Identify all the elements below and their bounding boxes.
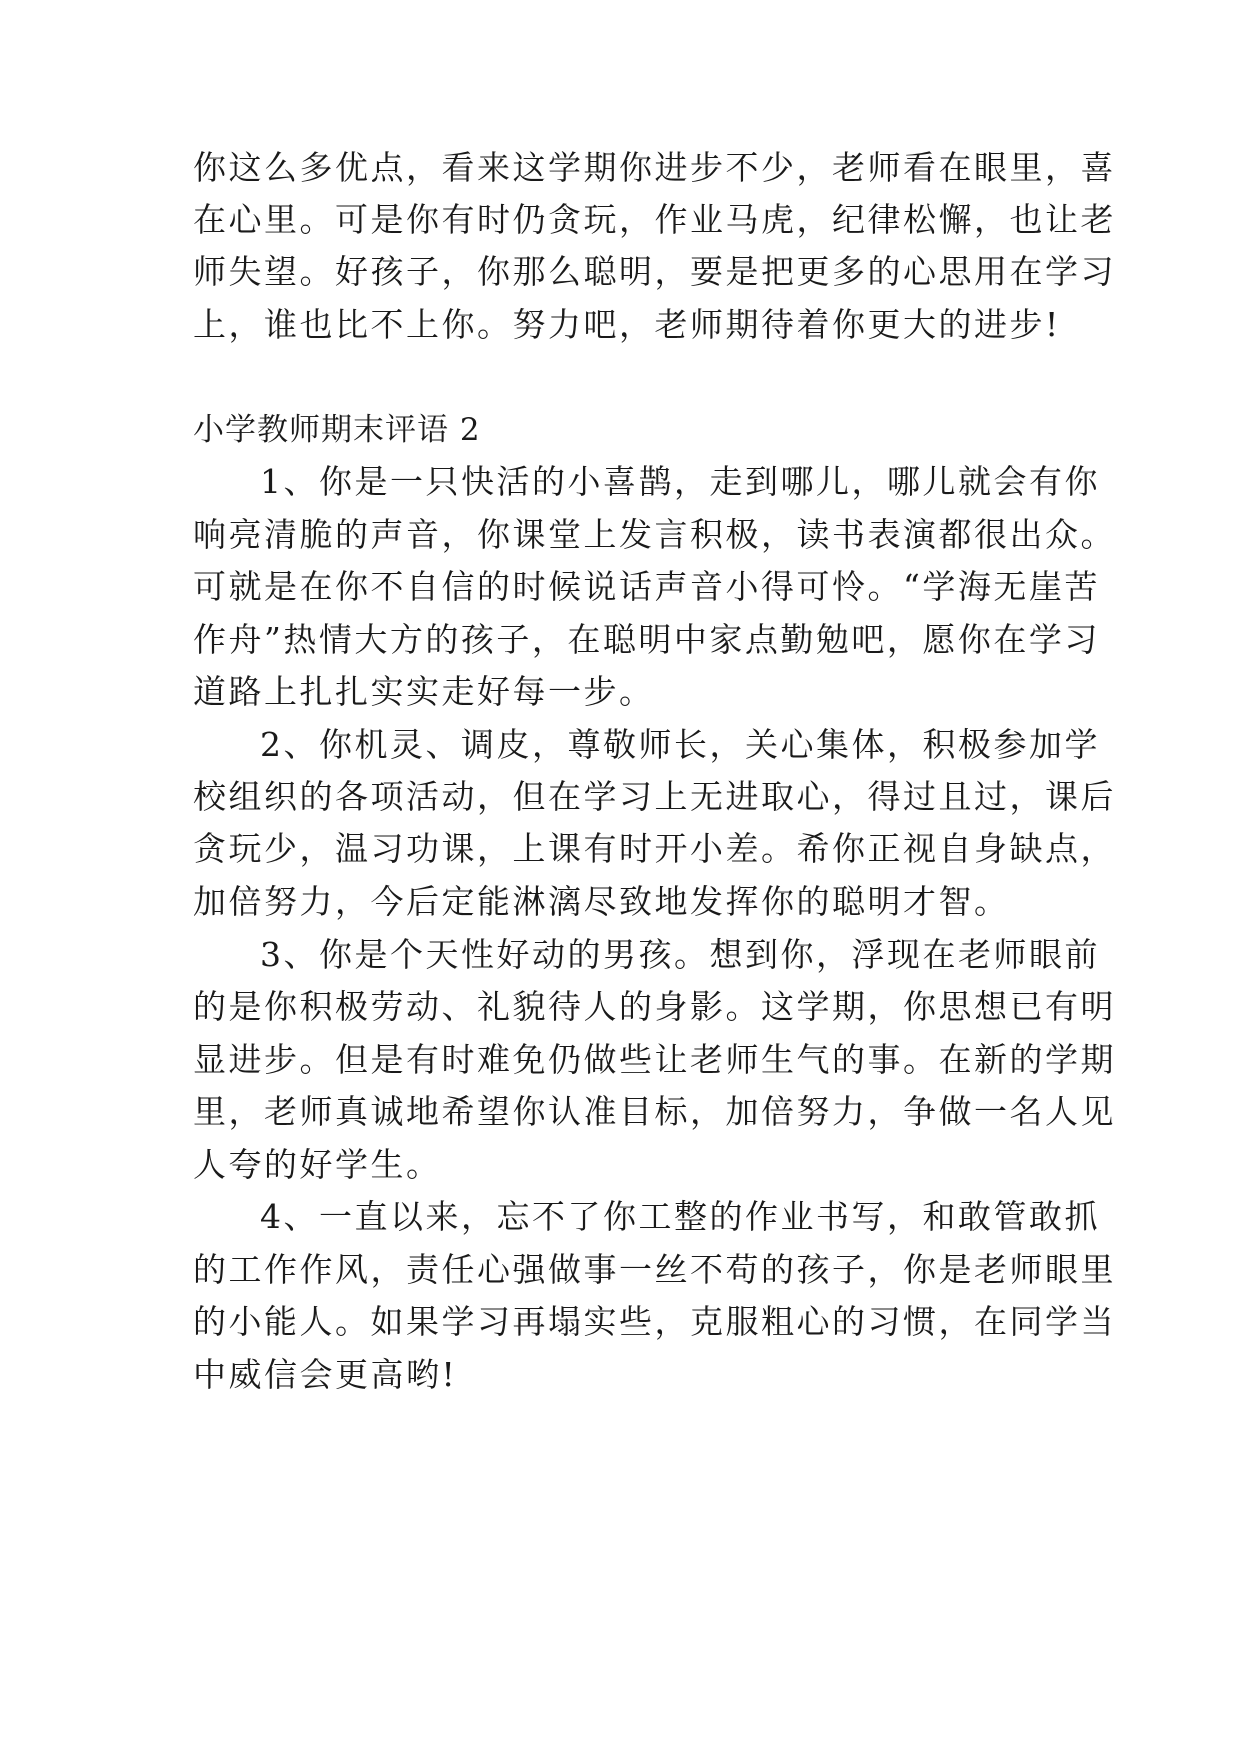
- comment-line: 1、你是一只快活的小喜鹊，走到哪儿，哪儿就会有你: [260, 462, 1100, 501]
- intro-line: 在心里。可是你有时仍贪玩，作业马虎，纪律松懈，也让老: [193, 200, 1116, 239]
- comment-line: 加倍努力，今后定能淋漓尽致地发挥你的聪明才智。: [193, 882, 1010, 921]
- section-heading: 小学教师期末评语 2: [193, 412, 481, 448]
- comment-line: 3、你是个天性好动的男孩。想到你，浮现在老师眼前: [260, 935, 1100, 974]
- comment-line: 响亮清脆的声音，你课堂上发言积极，读书表演都很出众。: [193, 515, 1116, 554]
- comment-line: 的工作作风，责任心强做事一丝不苟的孩子，你是老师眼里: [193, 1250, 1116, 1289]
- comment-line: 作舟”热情大方的孩子，在聪明中家点勤勉吧，愿你在学习: [193, 620, 1100, 659]
- comment-line: 2、你机灵、调皮，尊敬师长，关心集体，积极参加学: [260, 725, 1100, 764]
- comment-line: 里，老师真诚地希望你认准目标，加倍努力，争做一名人见: [193, 1092, 1116, 1131]
- intro-line: 师失望。好孩子，你那么聪明，要是把更多的心思用在学习: [193, 252, 1116, 291]
- intro-line: 你这么多优点，看来这学期你进步不少，老师看在眼里，喜: [193, 148, 1116, 187]
- intro-line: 上，谁也比不上你。努力吧，老师期待着你更大的进步!: [193, 305, 1061, 344]
- comment-line: 可就是在你不自信的时候说话声音小得可怜。“学海无崖苦: [193, 567, 1100, 606]
- comment-line: 道路上扎扎实实走好每一步。: [193, 672, 655, 711]
- comment-line: 的是你积极劳动、礼貌待人的身影。这学期，你思想已有明: [193, 987, 1116, 1026]
- comment-line: 中威信会更高哟!: [193, 1355, 458, 1394]
- comment-line: 校组织的各项活动，但在学习上无进取心，得过且过，课后: [193, 777, 1116, 816]
- comment-line: 的小能人。如果学习再塌实些，克服粗心的习惯，在同学当: [193, 1302, 1116, 1341]
- comment-line: 4、一直以来，忘不了你工整的作业书写，和敢管敢抓: [260, 1197, 1100, 1236]
- comment-line: 贪玩少，温习功课，上课有时开小差。希你正视自身缺点，: [193, 829, 1116, 868]
- comment-line: 显进步。但是有时难免仍做些让老师生气的事。在新的学期: [193, 1040, 1116, 1079]
- comment-line: 人夸的好学生。: [193, 1145, 442, 1184]
